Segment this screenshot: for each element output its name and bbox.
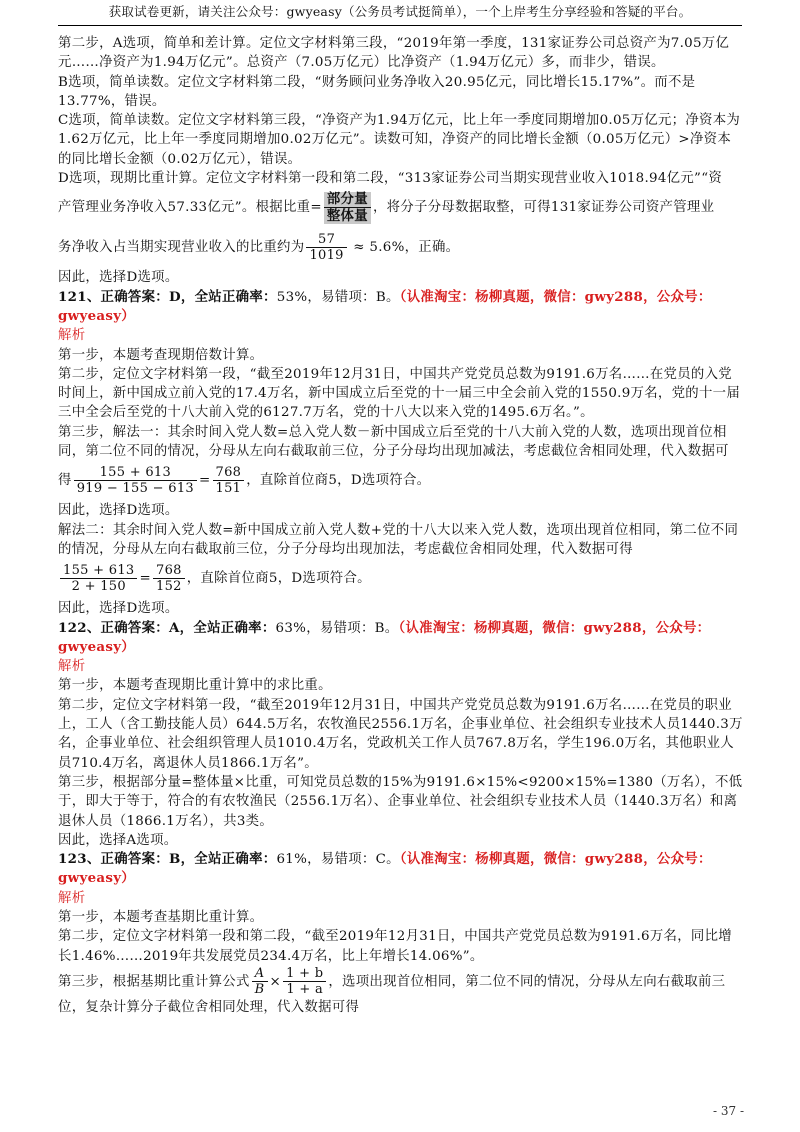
paragraph-with-fraction: 得 $\frac{155 + 613}{919 - 155 - 613}$ = $\frac{768}{151}$ ，直除首位商5，D选项符合。 xyxy=(58,464,431,496)
ratio-fraction: $\frac{\text{部分量}}{\text{整体量}}$ xyxy=(324,192,371,224)
paragraph: 第二步，定位文字材料第一段，“截至2019年12月31日，中国共产党党员总数为9191.6万名……在党员的职业上，工人（含工勤技能人员）644.5万名，农牧渔民2556.1万名，企事业单位、社会组织专业技术人员1440.3万名，企事业单位、社会组织管理人员1010.4万名，党政机关工作人员767.8万名，学生196.0万名，其他职业人员710.4万名，离退休人员1866.1万名”。 xyxy=(58,697,743,771)
paragraph: 第三步，根据部分量=整体量×比重，可知党员总数的15%为9191.6×15%<9200×15%=1380（万名），不低于，即大于等于，符合的有农牧渔民（2556.1万名）、企事业单位、社会组织专业技术人员（1440.3万名）和离退休人员（1866.1万名），共3类。 xyxy=(58,774,743,829)
math-fraction: $\frac{155 + 613}{2 + 150}$ xyxy=(60,563,137,595)
paragraph: 因此，选择A选项。 xyxy=(58,832,178,848)
document-body xyxy=(58,34,744,1017)
page-header: 获取试卷更新，请关注公众号：gwyeasy（公务员考试挺简单），一个上岸考生分享经验和答疑的平台。 xyxy=(108,4,692,19)
jiexi-heading: 解析 xyxy=(58,328,86,344)
paragraph-with-ratio: 产管理业务净收入57.33亿元”。根据比重= $\frac{\text{部分量}}{\text{整体量}}$ ，将分子分母数据取整，可得131家证券公司资产管理业 xyxy=(58,190,715,224)
page-number: - 37 - xyxy=(712,1104,744,1118)
paragraph: 第一步，本题考查现期倍数计算。 xyxy=(58,347,264,363)
math-fraction: $\frac{1 + b}{1 + a}$ xyxy=(283,966,326,998)
paragraph-with-fraction: $\frac{155 + 613}{2 + 150}$ = $\frac{768}{152}$ ，直除首位商5，D选项符合。 xyxy=(58,559,744,599)
paragraph: 因此，选择D选项。 xyxy=(58,503,179,519)
answer-line-123: 123、正确答案：B，全站正确率：61%，易错项：C。（认准淘宝：杨柳真题，微信：gwy288，公众号：gwyeasy） xyxy=(58,851,712,887)
paragraph: B选项，简单读数。定位文字材料第二段，“财务顾问业务净收入20.95亿元，同比增长15.17%”。而不是13.77%，错误。 xyxy=(58,74,696,109)
paragraph: 第三步，解法一：其余时间入党人数=总入党人数－新中国成立后至党的十八大前入党的人数，选项出现首位相同，第二位不同的情况，分母从左向右截取前三位，分子分母均出现加减法，考虑截位舍相同处理，代入数据可 xyxy=(58,424,729,460)
paragraph: 解法二：其余时间入党人数=新中国成立前入党人数+党的十八大以来入党人数，选项出现首位相同，第二位不同的情况，分母从左向右截取前三位，分子分母均出现加法，考虑截位舍相同处理，代入数据可得 xyxy=(58,522,739,557)
paragraph: D选项，现期比重计算。定位文字材料第一段和第二段，“313家证券公司当期实现营业收入1018.94亿元”“资 xyxy=(58,171,723,187)
math-fraction: $\frac{A}{B}$ xyxy=(252,966,268,998)
paragraph: 第二步，定位文字材料第一段，“截至2019年12月31日，中国共产党党员总数为9191.6万名……在党员的入党时间上，新中国成立前入党的17.4万名，新中国成立后至党的十一届三中全会前入党的1550.9万名，党的十一届三中全会后至党的十八大前入党的6127.7万名，党的十八大以来入党的1495.6万名。”。 xyxy=(58,366,741,421)
paragraph-with-fraction: 务净收入占当期实现营业收入的比重约为 $\frac{57}{1019}$ ≈ 5.6%，正确。 xyxy=(58,231,460,263)
paragraph: 因此，选择D选项。 xyxy=(58,601,179,617)
jiexi-heading: 解析 xyxy=(58,659,86,675)
math-fraction: $\frac{768}{152}$ xyxy=(153,563,185,595)
header-divider xyxy=(58,25,742,26)
paragraph: C选项，简单读数。定位文字材料第三段，“净资产为1.94万亿元，比上年一季度同期增加0.05万亿元；净资本为1.62万亿元，比上年一季度同期增加0.02万亿元”。读数可知，净资产的同比增长金额（0.05万亿元）>净资本的同比增长金额（0.02万亿元），错误。 xyxy=(58,113,741,167)
paragraph-with-formula: 第三步，根据基期比重计算公式 $\frac{A}{B}$ × $\frac{1 + b}{1 + a}$ ，选项出现首位相同，第二位不同的情况，分母从左向右截取前三位，复杂计算分子截位舍相同处理，代入数据可得 xyxy=(58,965,726,1015)
answer-line-121: 121、正确答案：D，全站正确率：53%，易错项：B。（认准淘宝：杨柳真题，微信：gwy288，公众号：gwyeasy） xyxy=(58,288,712,324)
math-fraction: $\frac{768}{151}$ xyxy=(213,465,245,497)
paragraph: 因此，选择D选项。 xyxy=(58,270,179,286)
answer-line-122: 122、正确答案：A，全站正确率：63%，易错项：B。（认准淘宝：杨柳真题，微信：gwy288，公众号：gwyeasy） xyxy=(58,619,711,655)
jiexi-heading: 解析 xyxy=(58,890,86,906)
paragraph: 第二步，A选项，简单和差计算。定位文字材料第三段，“2019年第一季度，131家证券公司总资产为7.05万亿元……净资产为1.94万亿元”。总资产（7.05万亿元）比净资产（1.94万亿元）多，而非少，错误。 xyxy=(58,36,730,71)
math-fraction: $\frac{155 + 613}{919 - 155 - 613}$ xyxy=(74,465,197,497)
paragraph: 第一步，本题考查基期比重计算。 xyxy=(58,909,264,925)
paragraph: 第二步，定位文字材料第一段和第二段，“截至2019年12月31日，中国共产党党员总数为9191.6万名，同比增长1.46%……2019年共发展党员234.4万名，比上年增长14.06%”。 xyxy=(58,929,732,964)
math-fraction: $\frac{57}{1019}$ xyxy=(306,232,346,264)
paragraph: 第一步，本题考查现期比重计算中的求比重。 xyxy=(58,678,332,694)
